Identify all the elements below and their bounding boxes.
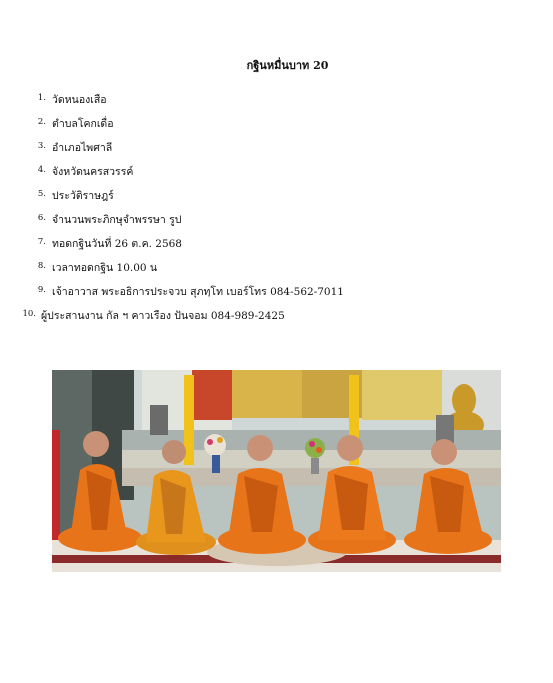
- document-title: กฐินหมื่นบาท 20: [246, 59, 329, 72]
- list-text: วัดหนองเสือ: [52, 94, 107, 106]
- list-text: เวลาทอดกฐิน 10.00 น: [52, 262, 158, 274]
- list-text: ตำบลโคกเดื่อ: [52, 118, 114, 130]
- list-number: 1.: [37, 93, 46, 103]
- list-text: เจ้าอาวาส พระอธิการประจวบ สุภทฺโท เบอร์โทร 084-562-7011: [52, 286, 344, 298]
- list-number: 8.: [37, 261, 46, 271]
- list-number: 7.: [37, 237, 46, 247]
- list-text: จังหวัดนครสวรรค์: [52, 166, 134, 178]
- list-text: จำนวนพระภิกษุจำพรรษา รูป: [52, 214, 182, 226]
- list-text: ประวัติราษฎร์: [52, 190, 114, 202]
- photo-illustration: [52, 370, 501, 572]
- list-number: 3.: [37, 141, 46, 151]
- list-number: 2.: [37, 117, 46, 127]
- monks-photo: [52, 370, 501, 572]
- list-text: อำเภอไพศาลี: [52, 142, 113, 154]
- list-number: 10.: [22, 309, 36, 319]
- list-text: ทอดกฐินวันที่ 26 ต.ค. 2568: [52, 238, 182, 250]
- list-text: ผู้ประสานงาน กัล ฯ คาวเรือง ปันจอม 084-989-2425: [41, 310, 285, 322]
- list-number: 9.: [37, 285, 46, 295]
- list-number: 6.: [37, 213, 46, 223]
- list-number: 5.: [37, 189, 46, 199]
- list-number: 4.: [37, 165, 46, 175]
- info-list: [0, 0, 553, 330]
